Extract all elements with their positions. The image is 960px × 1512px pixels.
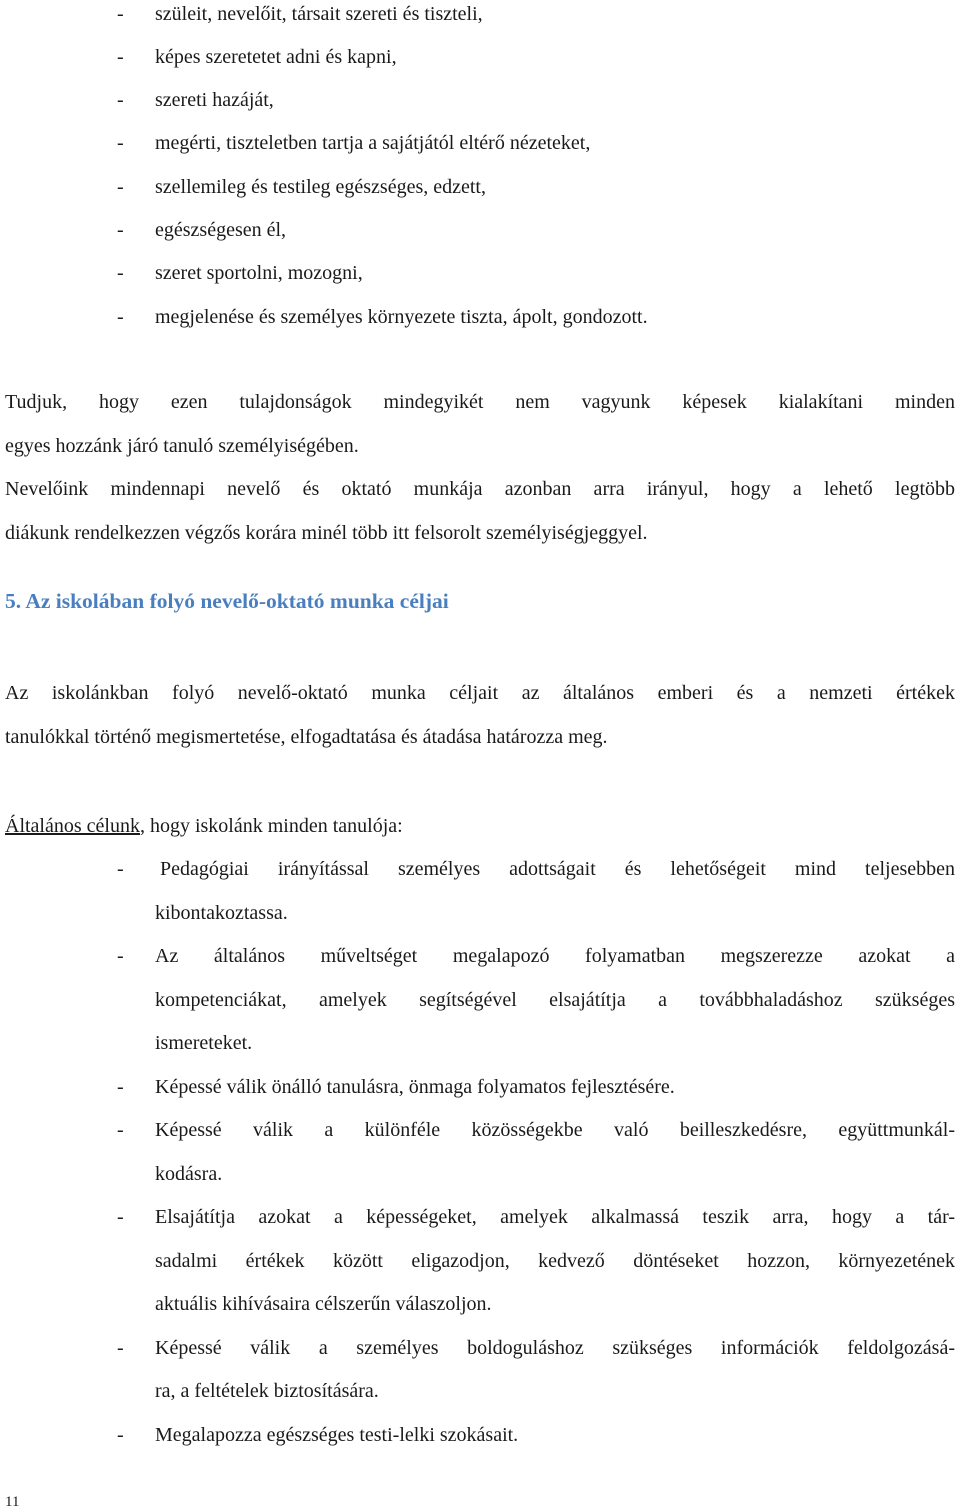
- list-item-line: kibontakoztassa.: [155, 901, 288, 924]
- list-item: [0, 1203, 960, 1334]
- list-item-text: képes szeretetet adni és kapni,: [155, 46, 397, 68]
- bullet-dash: -: [117, 1336, 124, 1359]
- bullet-dash: -: [117, 132, 124, 154]
- bullet-dash: -: [117, 89, 124, 111]
- list-item: [0, 855, 960, 942]
- list-item: [0, 129, 960, 172]
- list-item-text: szeret sportolni, mozogni,: [155, 262, 363, 284]
- paragraph-line: Nevelőink mindennapi nevelő és oktató munkája azonban arra irányul, hogy a lehető legtöbb: [5, 478, 955, 500]
- bullet-dash: -: [117, 46, 124, 68]
- list-item: [0, 303, 960, 346]
- paragraph-line: diákunk rendelkezzen végzős korára minél több itt felsorolt személyiségjeggyel.: [5, 521, 648, 544]
- page-number: 11: [5, 1494, 20, 1510]
- list-item: [0, 173, 960, 216]
- goals-intro-rest: , hogy iskolánk minden tanulója:: [139, 815, 403, 837]
- paragraph-line: Az iskolánkban folyó nevelő-oktató munka céljait az általános emberi és a nemzeti értékek: [5, 682, 955, 704]
- paragraph-abilities: [5, 381, 955, 468]
- goals-intro-underlined: Általános célunk: [5, 815, 140, 837]
- bullet-dash: -: [117, 858, 124, 880]
- bullet-dash: -: [117, 306, 124, 328]
- list-item: [0, 1116, 960, 1203]
- list-item: [0, 0, 960, 43]
- list-item: [0, 86, 960, 129]
- list-item-line: kodásra.: [155, 1162, 223, 1185]
- list-item-line: Megalapozza egészséges testi-lelki szokásait.: [155, 1423, 519, 1446]
- list-item-line: Elsajátítja azokat a képességeket, amelyek alkalmassá teszik arra, hogy a tár-: [155, 1206, 955, 1228]
- list-item-text: szüleit, nevelőit, társait szereti és tiszteli,: [155, 3, 483, 25]
- paragraph-goals-definition: [5, 672, 955, 759]
- goals-intro: [5, 812, 403, 840]
- bullet-dash: -: [117, 1206, 124, 1228]
- list-item: [0, 1073, 960, 1117]
- list-item-line: aktuális kihívásaira célszerűn válaszoljon.: [155, 1293, 492, 1315]
- bullet-dash: -: [117, 262, 124, 284]
- list-item-text: egészségesen él,: [155, 219, 287, 241]
- goals-list: [0, 855, 960, 1464]
- paragraph-line: egyes hozzánk járó tanuló személyiségében.: [5, 434, 359, 457]
- bullet-dash: -: [117, 176, 124, 198]
- list-item: [0, 259, 960, 302]
- bullet-dash: -: [117, 1119, 124, 1141]
- list-item: [0, 942, 960, 1073]
- list-item: [0, 216, 960, 259]
- bullet-dash: -: [117, 945, 124, 967]
- list-item-line: Képessé válik a különféle közösségekbe való beilleszkedésre, együttmunkál-: [155, 1119, 955, 1141]
- list-item-text: szellemileg és testileg egészséges, edzett,: [155, 176, 486, 198]
- list-item-line: ra, a feltételek biztosítására.: [155, 1380, 379, 1402]
- list-item-line: Az általános műveltséget megalapozó folyamatban megszerezze azokat a: [155, 945, 955, 967]
- list-item-text: szereti hazáját,: [155, 89, 274, 111]
- list-item: [0, 1421, 960, 1465]
- paragraph-line: tanulókkal történő megismertetése, elfogadtatása és átadása határozza meg.: [5, 725, 608, 748]
- list-item-text: megjelenése és személyes környezete tiszta, ápolt, gondozott.: [155, 306, 648, 328]
- list-item-line: ismereteket.: [155, 1032, 253, 1054]
- bullet-dash: -: [117, 1075, 124, 1098]
- paragraph-teachers: [5, 468, 955, 555]
- list-item-line: Képessé válik önálló tanulásra, önmaga folyamatos fejlesztésére.: [155, 1075, 675, 1098]
- list-item: [0, 43, 960, 86]
- list-item: [0, 1334, 960, 1421]
- bullet-dash: -: [117, 1423, 124, 1446]
- list-item-line: kompetenciákat, amelyek segítségével elsajátítja a továbbhaladáshoz szükséges: [155, 988, 955, 1011]
- list-item-text: megérti, tiszteletben tartja a sajátjától eltérő nézeteket,: [155, 132, 591, 154]
- list-item-line: sadalmi értékek között eligazodjon, kedvező döntéseket hozzon, környezetének: [155, 1249, 955, 1272]
- paragraph-line: Tudjuk, hogy ezen tulajdonságok mindegyikét nem vagyunk képesek kialakítani minden: [5, 391, 955, 413]
- section-heading: 5. Az iskolában folyó nevelő-oktató munka céljai: [5, 589, 449, 613]
- bullet-dash: -: [117, 3, 124, 25]
- bullet-dash: -: [117, 219, 124, 241]
- list-item-line: Képessé válik a személyes boldoguláshoz szükséges információk feldolgozásá-: [155, 1336, 955, 1359]
- list-item-line: Pedagógiai irányítással személyes adottságait és lehetőségeit mind teljesebben: [160, 858, 955, 880]
